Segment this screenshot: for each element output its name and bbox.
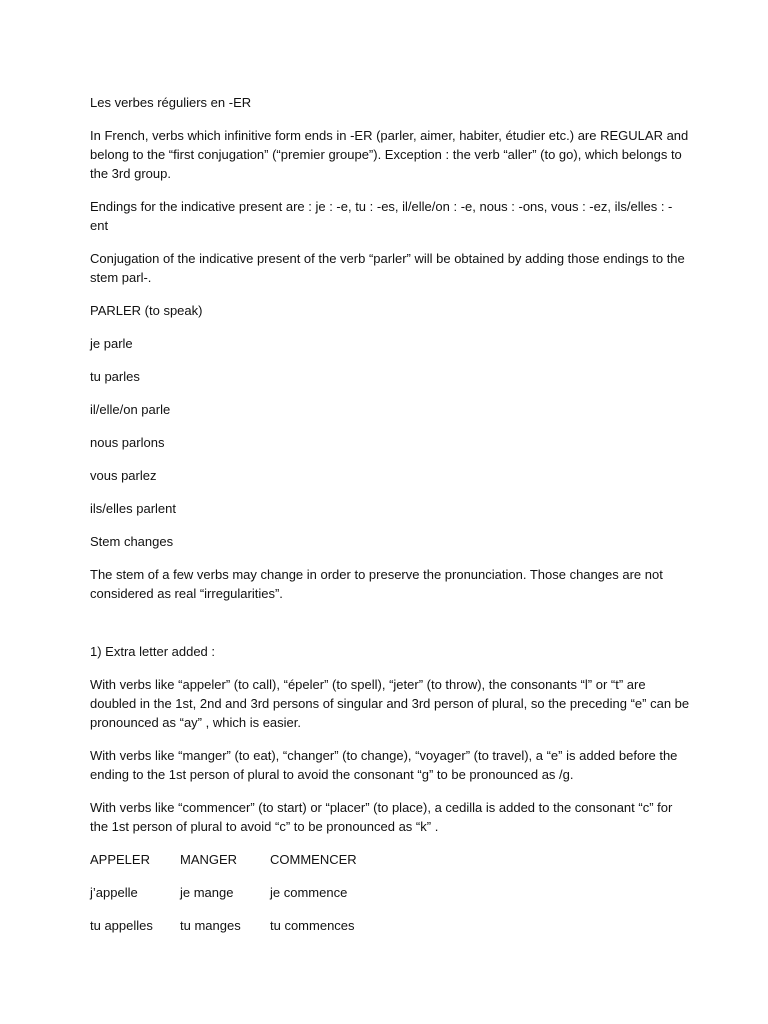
commencer-paragraph: With verbs like “commencer” (to start) or “placer” (to place), a cedilla is added to the consonant “c” for the 1st person of plural to avoid “c” to be pronounced as “k” . [90,800,673,834]
table-header-cell: MANGER [180,852,238,867]
extra-letter-heading: 1) Extra letter added : [90,644,216,659]
conjugation-line: ils/elles parlent [90,501,176,516]
conjugation-line: il/elle/on parle [90,402,171,417]
table-cell: je mange [180,885,234,900]
intro-paragraph: In French, verbs which infinitive form ends in -ER (parler, aimer, habiter, étudier etc.) are REGULAR and belong to the “first conjugation” (“premier groupe”). Exception : the verb “aller” (to go), which belongs to the 3rd group. [90,128,689,181]
conjugation-line: tu parles [90,369,140,384]
table-header-cell: APPELER [90,852,150,867]
conjugation-note: Conjugation of the indicative present of the verb “parler” will be obtained by adding those endings to the stem parl-. [90,251,685,285]
table-cell: tu manges [180,918,241,933]
appeler-paragraph: With verbs like “appeler” (to call), “épeler” (to spell), “jeter” (to throw), the consonants “l” or “t” are doubled in the 1st, 2nd and 3rd persons of singular and 3rd person of plural, so the preceding “e” can be pronounced as “ay” , which is easier. [90,677,690,730]
verb-table-row [90,916,690,935]
conjugation-line: vous parlez [90,468,157,483]
table-cell: tu appelles [90,918,153,933]
document-page [90,93,690,949]
table-cell: je commence [270,885,348,900]
verb-heading: PARLER (to speak) [90,303,203,318]
conjugation-line: nous parlons [90,435,165,450]
table-header-cell: COMMENCER [270,852,357,867]
table-cell: tu commences [270,918,355,933]
endings-paragraph: Endings for the indicative present are : je : -e, tu : -es, il/elle/on : -e, nous : -ons, vous : -ez, ils/elles : -ent [90,199,673,233]
manger-paragraph: With verbs like “manger” (to eat), “changer” (to change), “voyager” (to travel), a “e” is added before the ending to the 1st person of plural to avoid the consonant “g” to be pronounced as /g. [90,748,678,782]
table-cell: j’appelle [90,885,138,900]
stem-changes-paragraph: The stem of a few verbs may change in order to preserve the pronunciation. Those changes are not considered as real “irregularities”. [90,567,663,601]
stem-changes-heading: Stem changes [90,534,174,549]
conjugation-line: je parle [90,336,133,351]
document-title: Les verbes réguliers en -ER [90,95,252,110]
verb-table-header [90,850,690,869]
spacer [90,617,690,642]
verb-table-row [90,883,690,902]
